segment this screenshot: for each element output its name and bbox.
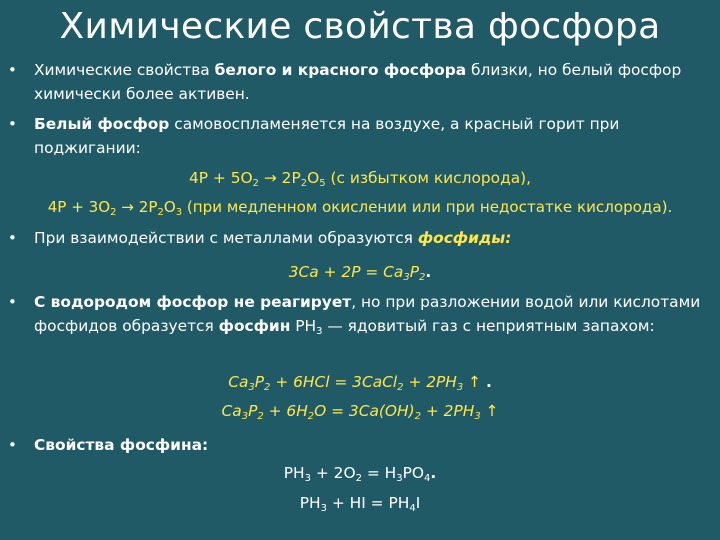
eq-part: Ca (221, 402, 242, 420)
text-fragment: PH (290, 317, 317, 335)
bullet-item-2 (8, 112, 708, 160)
eq-part: P (248, 402, 258, 420)
eq-part: 3Ca + 2P = Ca (288, 263, 404, 281)
eq-sub: 4 (409, 503, 416, 514)
eq-sub: 3 (304, 473, 311, 484)
bullet-item-3 (8, 226, 708, 250)
eq-sub: 2 (397, 382, 404, 393)
eq-part: (с избытком кислорода), (325, 169, 532, 187)
eq-sub: 2 (264, 382, 271, 393)
slide-title: Химические свойства фосфора (59, 6, 661, 47)
eq-part: O (163, 198, 176, 216)
bold-fragment: Белый фосфор (34, 115, 170, 133)
eq-part: PO (402, 464, 424, 482)
eq-part: O = 3Ca(OH) (314, 402, 415, 420)
eq-sub: 3 (396, 473, 403, 484)
text-fragment: , но при разложении водой или кислотами фосфидов образуется (34, 293, 701, 335)
bullet-dot: • (8, 436, 17, 454)
equation-2 (0, 196, 720, 218)
eq-sub: 3 (175, 207, 183, 218)
eq-part: PH (299, 494, 321, 512)
eq-sub: 4 (424, 473, 431, 484)
eq-part: . (425, 263, 432, 281)
bullet-dot: • (8, 61, 17, 79)
eq-sub: 5 (319, 178, 326, 189)
eq-sub: 3 (241, 411, 249, 422)
equation-4 (0, 371, 720, 393)
eq-part: + HI = PH (326, 494, 410, 512)
bullet-dot: • (8, 293, 17, 311)
eq-sub: 2 (252, 178, 259, 189)
eq-sub: 2 (257, 411, 264, 422)
eq-part: P (409, 263, 419, 281)
eq-part: + 6HCl = 3CaCl (270, 373, 398, 391)
text-fragment: При взаимодействии с металлами образуются (34, 229, 418, 247)
eq-sub: 2 (110, 207, 117, 218)
eq-sub: 3 (320, 503, 327, 514)
eq-sub: 3 (474, 411, 481, 422)
bullet-text (8, 433, 708, 457)
eq-sub: 2 (307, 411, 315, 422)
equation-3 (0, 261, 720, 283)
bold-fragment: Свойства фосфина: (34, 436, 209, 454)
eq-part: Ca (228, 373, 249, 391)
text-fragment: близки, но белый фосфор химически более активен. (34, 61, 682, 103)
eq-part: P (254, 373, 265, 391)
eq-part: + 2O (310, 464, 356, 482)
text-fragment: — ядовитый газ с неприятным запахом: (322, 317, 655, 335)
bullet-text (8, 58, 708, 106)
bullet-item-1 (8, 58, 708, 106)
bullet-item-5 (8, 433, 708, 457)
equation-7 (0, 492, 720, 514)
eq-part: . (485, 373, 492, 391)
eq-part: + 2PH (420, 402, 475, 420)
up-arrow-icon: ↑ (480, 402, 499, 420)
bullet-item-4 (8, 290, 708, 338)
bold-fragment: С водородом фосфор не реагирует (34, 293, 352, 311)
eq-sub: 2 (419, 272, 426, 283)
bold-fragment: фосфин (218, 317, 291, 335)
eq-part: + 6H (263, 402, 308, 420)
bullet-dot: • (8, 115, 17, 133)
eq-part: 4P + 3O (47, 198, 111, 216)
eq-sub: 2 (355, 473, 362, 484)
equation-6 (0, 462, 720, 484)
eq-part: → 2P (258, 169, 301, 187)
eq-part: O (307, 169, 320, 187)
text-sub: 3 (316, 326, 323, 337)
eq-sub: 2 (300, 178, 308, 189)
eq-part: + 2PH (403, 373, 457, 391)
eq-part: → 2P (116, 198, 158, 216)
eq-sub: 3 (403, 272, 410, 283)
bullet-dot: • (8, 229, 17, 247)
eq-part: . (430, 464, 437, 482)
bold-fragment: фосфиды: (417, 229, 512, 247)
bold-fragment: белого и красного фосфора (214, 61, 467, 79)
text-fragment: Химические свойства (34, 61, 215, 79)
bullet-text (8, 226, 708, 250)
eq-sub: 2 (157, 207, 164, 218)
eq-sub: 3 (248, 382, 255, 393)
eq-part: PH (283, 464, 305, 482)
eq-part: I (415, 494, 421, 512)
equation-5 (0, 400, 720, 422)
bullet-text (8, 112, 708, 160)
eq-sub: 3 (456, 382, 464, 393)
eq-part: 4P + 5O (188, 169, 253, 187)
up-arrow-icon: ↑ (463, 373, 486, 391)
bullet-text (8, 290, 708, 338)
eq-part: = H (361, 464, 397, 482)
equation-1 (0, 167, 720, 189)
text-fragment: самовоспламеняется на воздухе, а красный горит при поджигании: (34, 115, 620, 157)
eq-part: (при медленном окислении или при недостатке кислорода). (182, 198, 673, 216)
eq-sub: 2 (414, 411, 421, 422)
